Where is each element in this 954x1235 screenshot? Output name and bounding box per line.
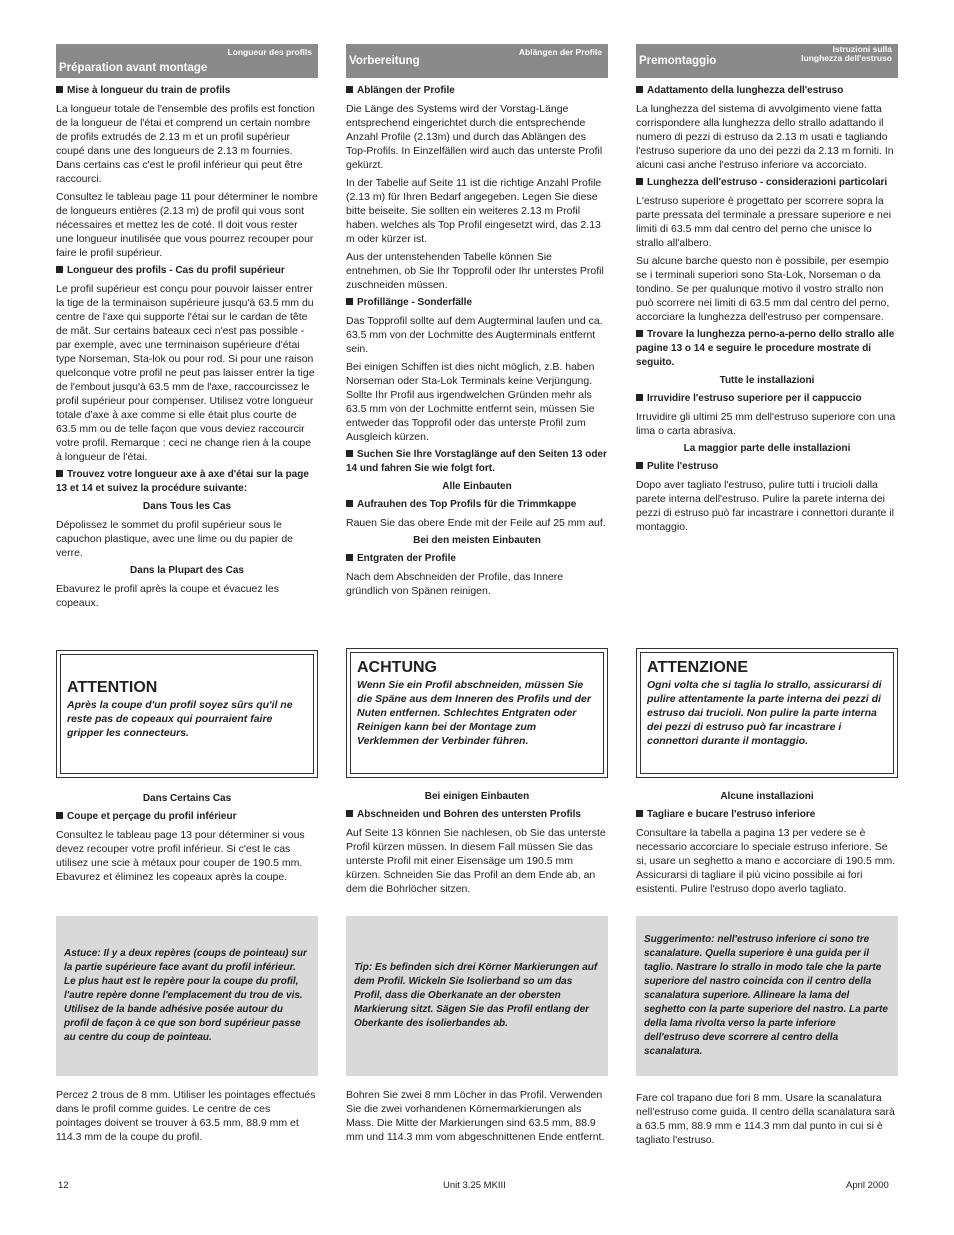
section-heading: Irruvidire l'estruso superiore per il cappuccio (647, 393, 862, 404)
section-heading: Trouvez votre longueur axe à axe d'étai sur la page 13 et 14 et suivez la procédure suivante: (56, 469, 309, 494)
column-fr-middle (56, 792, 318, 888)
column-fr-top (56, 84, 318, 614)
paragraph: Dopo aver tagliato l'estruso, pulire tutti i trucioli dalla parete interna dell'estruso. Pulire la parete interna dei pezzi di estruso può far incastrare i connettori durante il montaggio. (636, 479, 894, 533)
case-label: Bei den meisten Einbauten (413, 535, 541, 546)
column-it-bottom (636, 1091, 898, 1151)
warning-text: Après la coupe d'un profil soyez sûrs qu'il ne reste pas de copeaux qui pourraient faire gripper les connecteurs. (67, 699, 293, 739)
section-heading: Adattamento della lunghezza dell'estruso (647, 85, 844, 96)
header-subtitle: Istruzioni sulla lunghezza dell'estruso (801, 44, 892, 63)
section-heading: Coupe et perçage du profil inférieur (67, 811, 237, 822)
paragraph: Fare col trapano due fori 8 mm. Usare la scanalatura nell'estruso come guida. Il centro della scanalatura sarà a 63.5 mm, 88.9 mm e 114.3 mm dal punto in cui si è tagliato l'estruso. (636, 1092, 895, 1146)
case-label: Dans la Plupart des Cas (130, 565, 244, 576)
bullet-square-icon (636, 178, 643, 185)
footer-unit: Unit 3.25 MKIII (443, 1180, 506, 1191)
paragraph: Bohren Sie zwei 8 mm Löcher in das Profil. Verwenden Sie die zwei vorhandenen Körnermarkierungen als Mass. Die Mitte der Markierungen sind 63.5 mm, 88.9 mm und 114.3 mm vom abgeschnittenen Ende entfernt. (346, 1089, 605, 1143)
paragraph: Die Länge des Systems wird der Vorstag-Länge entsprechend eingerichtet durch die entsprechende Anzahl Profile (2.13m) und durch das Ablängen des Top-Profils. In Einzelfällen wird auch das unterste Profil gekürzt. (346, 103, 603, 171)
paragraph: Consultez le tableau page 11 pour déterminer le nombre de longueurs entières (2.13 m) de profil qui vous sont nécessaires et mettez les de coté. Il doit vous rester une longueur inutilisée que vous pourrez recouper pour faire le profil supérieur. (56, 191, 318, 259)
bullet-square-icon (346, 500, 353, 507)
warning-title: ACHTUNG (357, 659, 437, 676)
bullet-square-icon (346, 298, 353, 305)
section-heading: Aufrauhen des Top Profils für die Trimmkappe (357, 499, 577, 510)
page-number: 12 (58, 1180, 69, 1191)
bullet-square-icon (636, 810, 643, 817)
case-label: Dans Certains Cas (142, 793, 232, 804)
bullet-square-icon (346, 450, 353, 457)
case-label: Dans Tous les Cas (142, 501, 232, 512)
paragraph: Consultare la tabella a pagina 13 per vedere se è necessario accorciare lo speciale estruso inferiore. Se si, usare un seghetto a mano e accorciare di 190.5 mm. Assicurarsi di tagliare il più vicino possibile ai fori esistenti. Pulire l'estruso dopo averlo tagliato. (636, 827, 896, 895)
case-label: La maggior parte delle installazioni (683, 443, 851, 454)
bullet-square-icon (56, 470, 63, 477)
bullet-square-icon (56, 86, 63, 93)
bullet-square-icon (56, 812, 63, 819)
paragraph: Percez 2 trous de 8 mm. Utiliser les pointages effectués dans le profil comme guides. Le centre de ces pointages doivent se trouver à 63.5 mm, 88.9 mm et 114.3 mm de la coupe du profil. (56, 1089, 316, 1143)
column-de-bottom (346, 1088, 608, 1148)
paragraph: Su alcune barche questo non è possibile, per esempio se i terminali superiori sono Sta-Lok, Norseman o da tondino. Se per qualunque motivo il vostro strallo non può scorrere nei limiti di 63.5 mm dal centro del perno, accorciare la lunghezza dell'estruso per compensare. (636, 255, 890, 323)
paragraph: Consultez le tableau page 13 pour déterminer si vous devez recouper votre profil inférieur. Si c'est le cas utilisez une scie à métaux pour couper de 190.5 mm. Ebavurez et éliminez les copeaux après la coupe. (56, 829, 305, 883)
header-subtitle: Longueur des profils (227, 47, 312, 57)
tip-box-it (636, 916, 898, 1076)
tip-box-fr (56, 916, 318, 1076)
paragraph: L'estruso superiore è progettato per scorrere sopra la parte pressata del terminale a pressare superiore e nei limiti di 63.5 mm dal centro del perno che unisce lo strallo all'albero. (636, 195, 892, 249)
paragraph: La lunghezza del sistema di avvolgimento viene fatta corrispondere alla lunghezza dello strallo adattando il numero di pezzi di estruso da 2.13 m usati e tagliando l'estruso superiore da uno dei pezzi da 2.13 m forniti. In alcuni casi anche l'estruso inferiore va accorciato. (636, 103, 894, 171)
section-heading: Tagliare e bucare l'estruso inferiore (647, 809, 816, 820)
paragraph: Nach dem Abschneiden der Profile, das Innere gründlich von Spänen reinigen. (346, 571, 564, 597)
column-de-middle (346, 790, 608, 900)
header-title: Préparation avant montage (59, 62, 208, 74)
column-fr-bottom (56, 1088, 318, 1148)
tip-text: Suggerimento: nell'estruso inferiore ci sono tre scanalature. Quella superiore è una guida per il taglio. Nastrare lo strallo in modo tale che la parte superiore del nastro coincida con il centro della scanalatura superiore. Allineare la lama del seghetto con la parte superiore del nastro. La parte della lama rivolta verso la parte inferiore dell'estruso deve scorrere al centro della scanalatura. (644, 934, 888, 1057)
case-label: Alle Einbauten (442, 481, 512, 492)
footer-date: April 2000 (846, 1180, 889, 1191)
case-label: Alcune installazioni (720, 791, 814, 802)
header-title: Vorbereitung (349, 55, 420, 67)
bullet-square-icon (636, 86, 643, 93)
bullet-square-icon (346, 810, 353, 817)
case-label: Bei einigen Einbauten (424, 791, 530, 802)
paragraph: Dépolissez le sommet du profil supérieur sous le capuchon plastique, avec une lime ou du papier de verre. (56, 519, 293, 559)
paragraph: In der Tabelle auf Seite 11 ist die richtige Anzahl Profile (2.13 m) für Ihren Bedarf angegeben. Legen Sie diese bitte beiseite. Sie sollten ein weiteres 2.13 m Profil haben. welches als Top Profil eingesetzt wird, das 2.13 m oder kürzer ist. (346, 177, 602, 245)
bullet-square-icon (636, 462, 643, 469)
section-heading: Abschneiden und Bohren des untersten Profils (357, 809, 581, 820)
column-it-top (636, 84, 898, 538)
bullet-square-icon (636, 330, 643, 337)
paragraph: Rauen Sie das obere Ende mit der Feile auf 25 mm auf. (346, 517, 606, 529)
paragraph: Irruvidire gli ultimi 25 mm dell'estruso superiore con una lima o carta abrasiva. (636, 411, 896, 437)
paragraph: Aus der untenstehenden Tabelle können Sie entnehmen, ob Sie Ihr Topprofil oder Ihr unterstes Profil zuschneiden müssen. (346, 251, 604, 291)
tip-text: Astuce: Il y a deux repères (coups de pointeau) sur la partie supérieure face avant du profil inférieur. Le plus haut est le repère pour la coupe du profil, l'autre repère donne l'emplacement du trou de vis. Utilisez de la bande adhésive posée autour du profil de façon à ce que son bord supérieur passe au centre du coup de pointeau. (64, 948, 307, 1043)
section-heading: Ablängen der Profile (357, 85, 455, 96)
warning-text: Wenn Sie ein Profil abschneiden, müssen Sie die Späne aus dem Inneren des Profils und der Nuten entfernen. Schlechtes Entgraten oder Reinigen kann bei der Montage zum Verklemmen der Verbinder führen. (357, 679, 591, 747)
header-subtitle: Ablängen der Profile (518, 47, 602, 57)
section-heading: Entgraten der Profile (357, 553, 456, 564)
warning-title: ATTENTION (67, 679, 158, 696)
column-de-top (346, 84, 608, 602)
section-heading: Suchen Sie Ihre Vorstaglänge auf den Seiten 13 oder 14 und fahren Sie wie folgt fort. (346, 449, 607, 474)
warning-text: Ogni volta che si taglia lo strallo, assicurarsi di pulire attentamente la parte interna dei pezzi di estruso dai trucioli. Non pulire la parte interna dei pezzi di estruso può far incastrare i connettori durante il montaggio. (647, 679, 882, 747)
section-heading: Lunghezza dell'estruso - considerazioni particolari (647, 177, 888, 188)
warning-box-fr (56, 650, 318, 778)
paragraph: Ebavurez le profil après la coupe et évacuez les copeaux. (56, 583, 279, 609)
header-fr (56, 44, 318, 78)
header-de (346, 44, 608, 78)
warning-title: ATTENZIONE (647, 659, 749, 676)
section-heading: Pulite l'estruso (647, 461, 719, 472)
section-heading: Trovare la lunghezza perno-a-perno dello strallo alle pagine 13 o 14 e seguire le procedure mostrate di seguito. (636, 329, 895, 368)
section-heading: Profillänge - Sonderfälle (357, 297, 473, 308)
bullet-square-icon (636, 394, 643, 401)
header-it (636, 44, 898, 78)
warning-box-de (346, 648, 608, 778)
paragraph: Bei einigen Schiffen ist dies nicht möglich, z.B. haben Norseman oder Sta-Lok Terminals keine Verjüngung. Sollte Ihr Profil aus irgendwelchen Gründen mehr als 63.5 mm von der Lochmitte entfernt sein, müssen Sie entweder das Topprofil oder das unterste Profil zum Ausgleich kürzen. (346, 361, 595, 443)
header-title: Premontaggio (639, 55, 717, 67)
section-heading: Longueur des profils - Cas du profil supérieur (67, 265, 285, 276)
tip-box-de (346, 916, 608, 1076)
section-heading: Mise à longueur du train de profils (67, 85, 231, 96)
paragraph: Das Topprofil sollte auf dem Augterminal laufen und ca. 63.5 mm von der Lochmitte des Augterminals entfernt sein. (346, 315, 603, 355)
paragraph: Le profil supérieur est conçu pour pouvoir laisser entrer la tige de la terminaison supérieure jusqu'à 63.5 mm du centre de l'axe qui supporte l'étai sur le cardan de tête de mât. Sur certains bateaux ceci n'est pas possible - par exemple, avec une terminaison supérieure d'étai type Norseman, Sta-lok ou pour rod. Si pour une raison quelconque votre profil ne peut pas laisser entrer la tige de l'embout jusqu'à 63.5 mm de l'axe, raccourcissez le profil supérieur pour compenser. Utilisez votre longueur totale d'axe à axe comme si elle était plus courte de 63.5 mm ou de telle façon que vous deviez raccourcir votre profil. Remarque : ceci ne change rien à la coupe à longueur de l'étai. (56, 283, 315, 463)
case-label: Tutte le installazioni (719, 375, 815, 386)
bullet-square-icon (346, 554, 353, 561)
tip-text: Tip: Es befinden sich drei Körner Markierungen auf dem Profil. Wickeln Sie Isolierband so um das Profil, dass die Oberkanate an der obersten Markierung sitzt. Sägen Sie das Profil entlang der Oberkante des isolierbandes ab. (354, 962, 598, 1029)
paragraph: Auf Seite 13 können Sie nachlesen, ob Sie das unterste Profil kürzen müssen. In diesem Fall müssen Sie das unterste Profil mit einer Eisensäge um 190.5 mm kürzen. Schneiden Sie das Profil an dem Ende ab, an dem die Bohrlöcher sitzen. (346, 827, 606, 895)
paragraph: La longueur totale de l'ensemble des profils est fonction de la longueur de l'étai et comprend un certain nombre de profils extrudés de 2.13 m et un profil supérieur coupé dans une des longueurs de 2.13 m fournies. Dans certains cas c'est le profil inférieur qui peut être raccourci. (56, 103, 315, 185)
warning-box-it (636, 648, 898, 778)
bullet-square-icon (56, 266, 63, 273)
bullet-square-icon (346, 86, 353, 93)
column-it-middle (636, 790, 898, 900)
